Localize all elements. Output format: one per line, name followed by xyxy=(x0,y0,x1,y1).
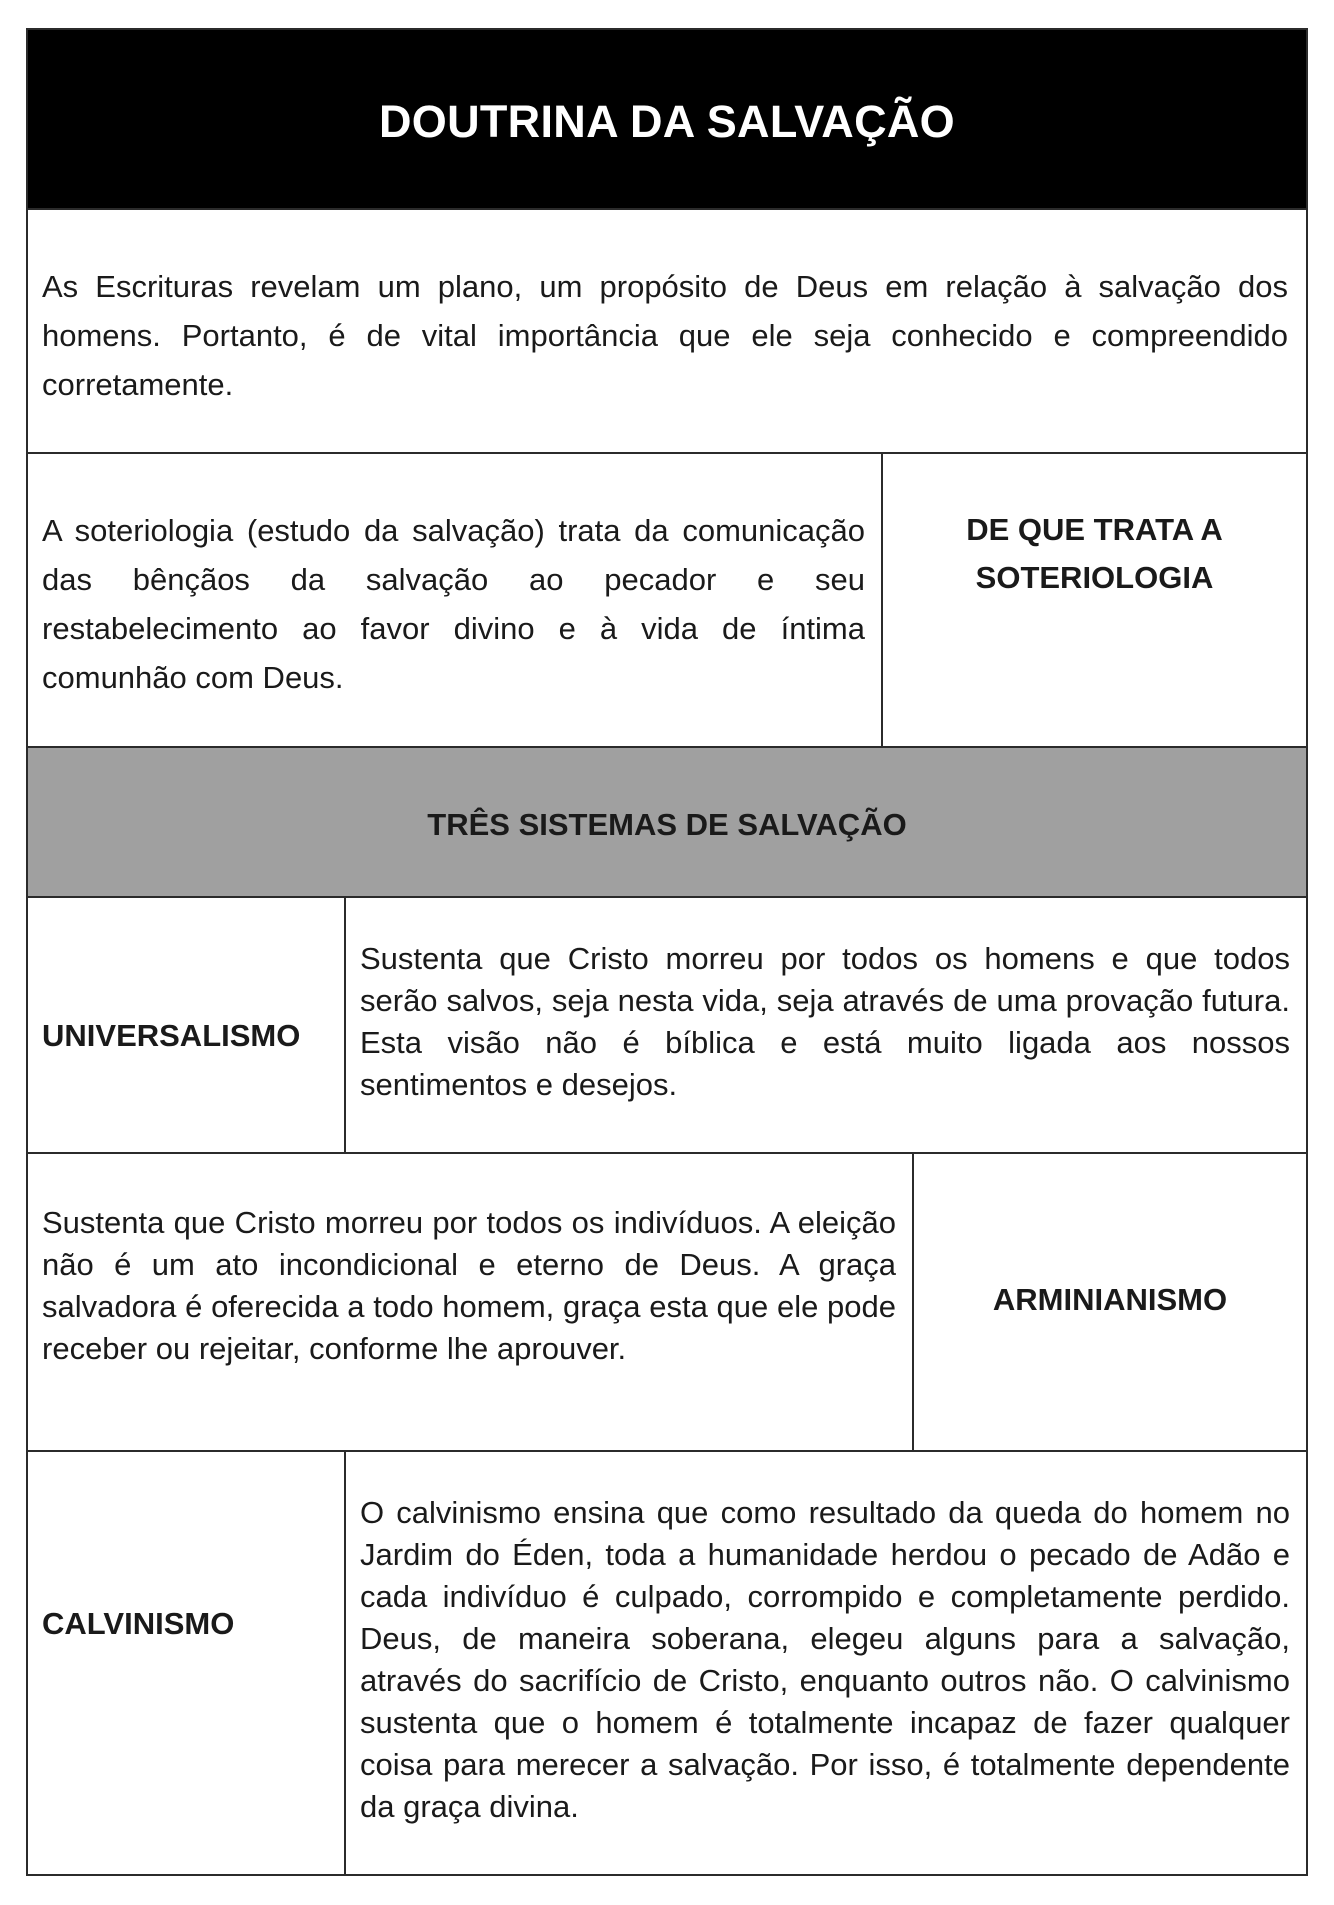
page-title: DOUTRINA DA SALVAÇÃO xyxy=(379,96,955,147)
universalism-text-cell xyxy=(346,898,1306,1152)
doctrine-table xyxy=(26,28,1308,1876)
universalism-label-cell xyxy=(28,898,346,1152)
calvinism-paragraph: O calvinismo ensina que como resultado da queda do homem no Jardim do Éden, toda a humanidade herdou o pecado de Adão e cada indivíduo é culpado, corrompido e completamente perdido. Deus, de maneira soberana, elegeu alguns para a salvação, através do sacrifício de Cristo, enquanto outros não. O calvinismo sustenta que o homem é totalmente incapaz de fazer qualquer coisa para merecer a salvação. Por isso, é totalmente dependente da graça divina. xyxy=(360,1495,1290,1824)
calvinism-row xyxy=(28,1452,1306,1874)
soteriology-row xyxy=(28,454,1306,748)
calvinism-text-cell xyxy=(346,1452,1306,1874)
universalism-label: UNIVERSALISMO xyxy=(42,1018,301,1053)
universalism-paragraph: Sustenta que Cristo morreu por todos os homens e que todos serão salvos, seja nesta vida, seja através de uma provação futura. Esta visão não é bíblica e está muito ligada aos nossos sentimentos e desejos. xyxy=(360,941,1290,1102)
arminianism-label: ARMINIANISMO xyxy=(992,1282,1228,1317)
arminianism-label-cell xyxy=(914,1154,1306,1450)
soteriology-label-cell xyxy=(883,454,1306,746)
arminianism-row xyxy=(28,1154,1306,1452)
soteriology-paragraph: A soteriologia (estudo da salvação) trata da comunicação das bênçãos da salvação ao pecador e seu restabelecimento ao favor divino e à vida de íntima comunhão com Deus. xyxy=(42,513,865,695)
arminianism-paragraph: Sustenta que Cristo morreu por todos os indivíduos. A eleição não é um ato incondicional e eterno de Deus. A graça salvadora é oferecida a todo homem, graça esta que ele pode receber ou rejeitar, conforme lhe aprouver. xyxy=(42,1205,896,1366)
arminianism-text-cell xyxy=(28,1154,914,1450)
calvinism-label: CALVINISMO xyxy=(42,1606,235,1641)
systems-heading-row xyxy=(28,748,1306,898)
calvinism-label-cell xyxy=(28,1452,346,1874)
soteriology-label: DE QUE TRATA A SOTERIOLOGIA xyxy=(966,512,1223,595)
intro-paragraph: As Escrituras revelam um plano, um propósito de Deus em relação à salvação dos homens. Portanto, é de vital importância que ele seja conhecido e compreendido corretamente. xyxy=(42,269,1288,402)
soteriology-text-cell xyxy=(28,454,883,746)
universalism-row xyxy=(28,898,1306,1154)
systems-heading: TRÊS SISTEMAS DE SALVAÇÃO xyxy=(427,807,907,842)
intro-row xyxy=(28,210,1306,454)
title-row xyxy=(28,30,1306,210)
